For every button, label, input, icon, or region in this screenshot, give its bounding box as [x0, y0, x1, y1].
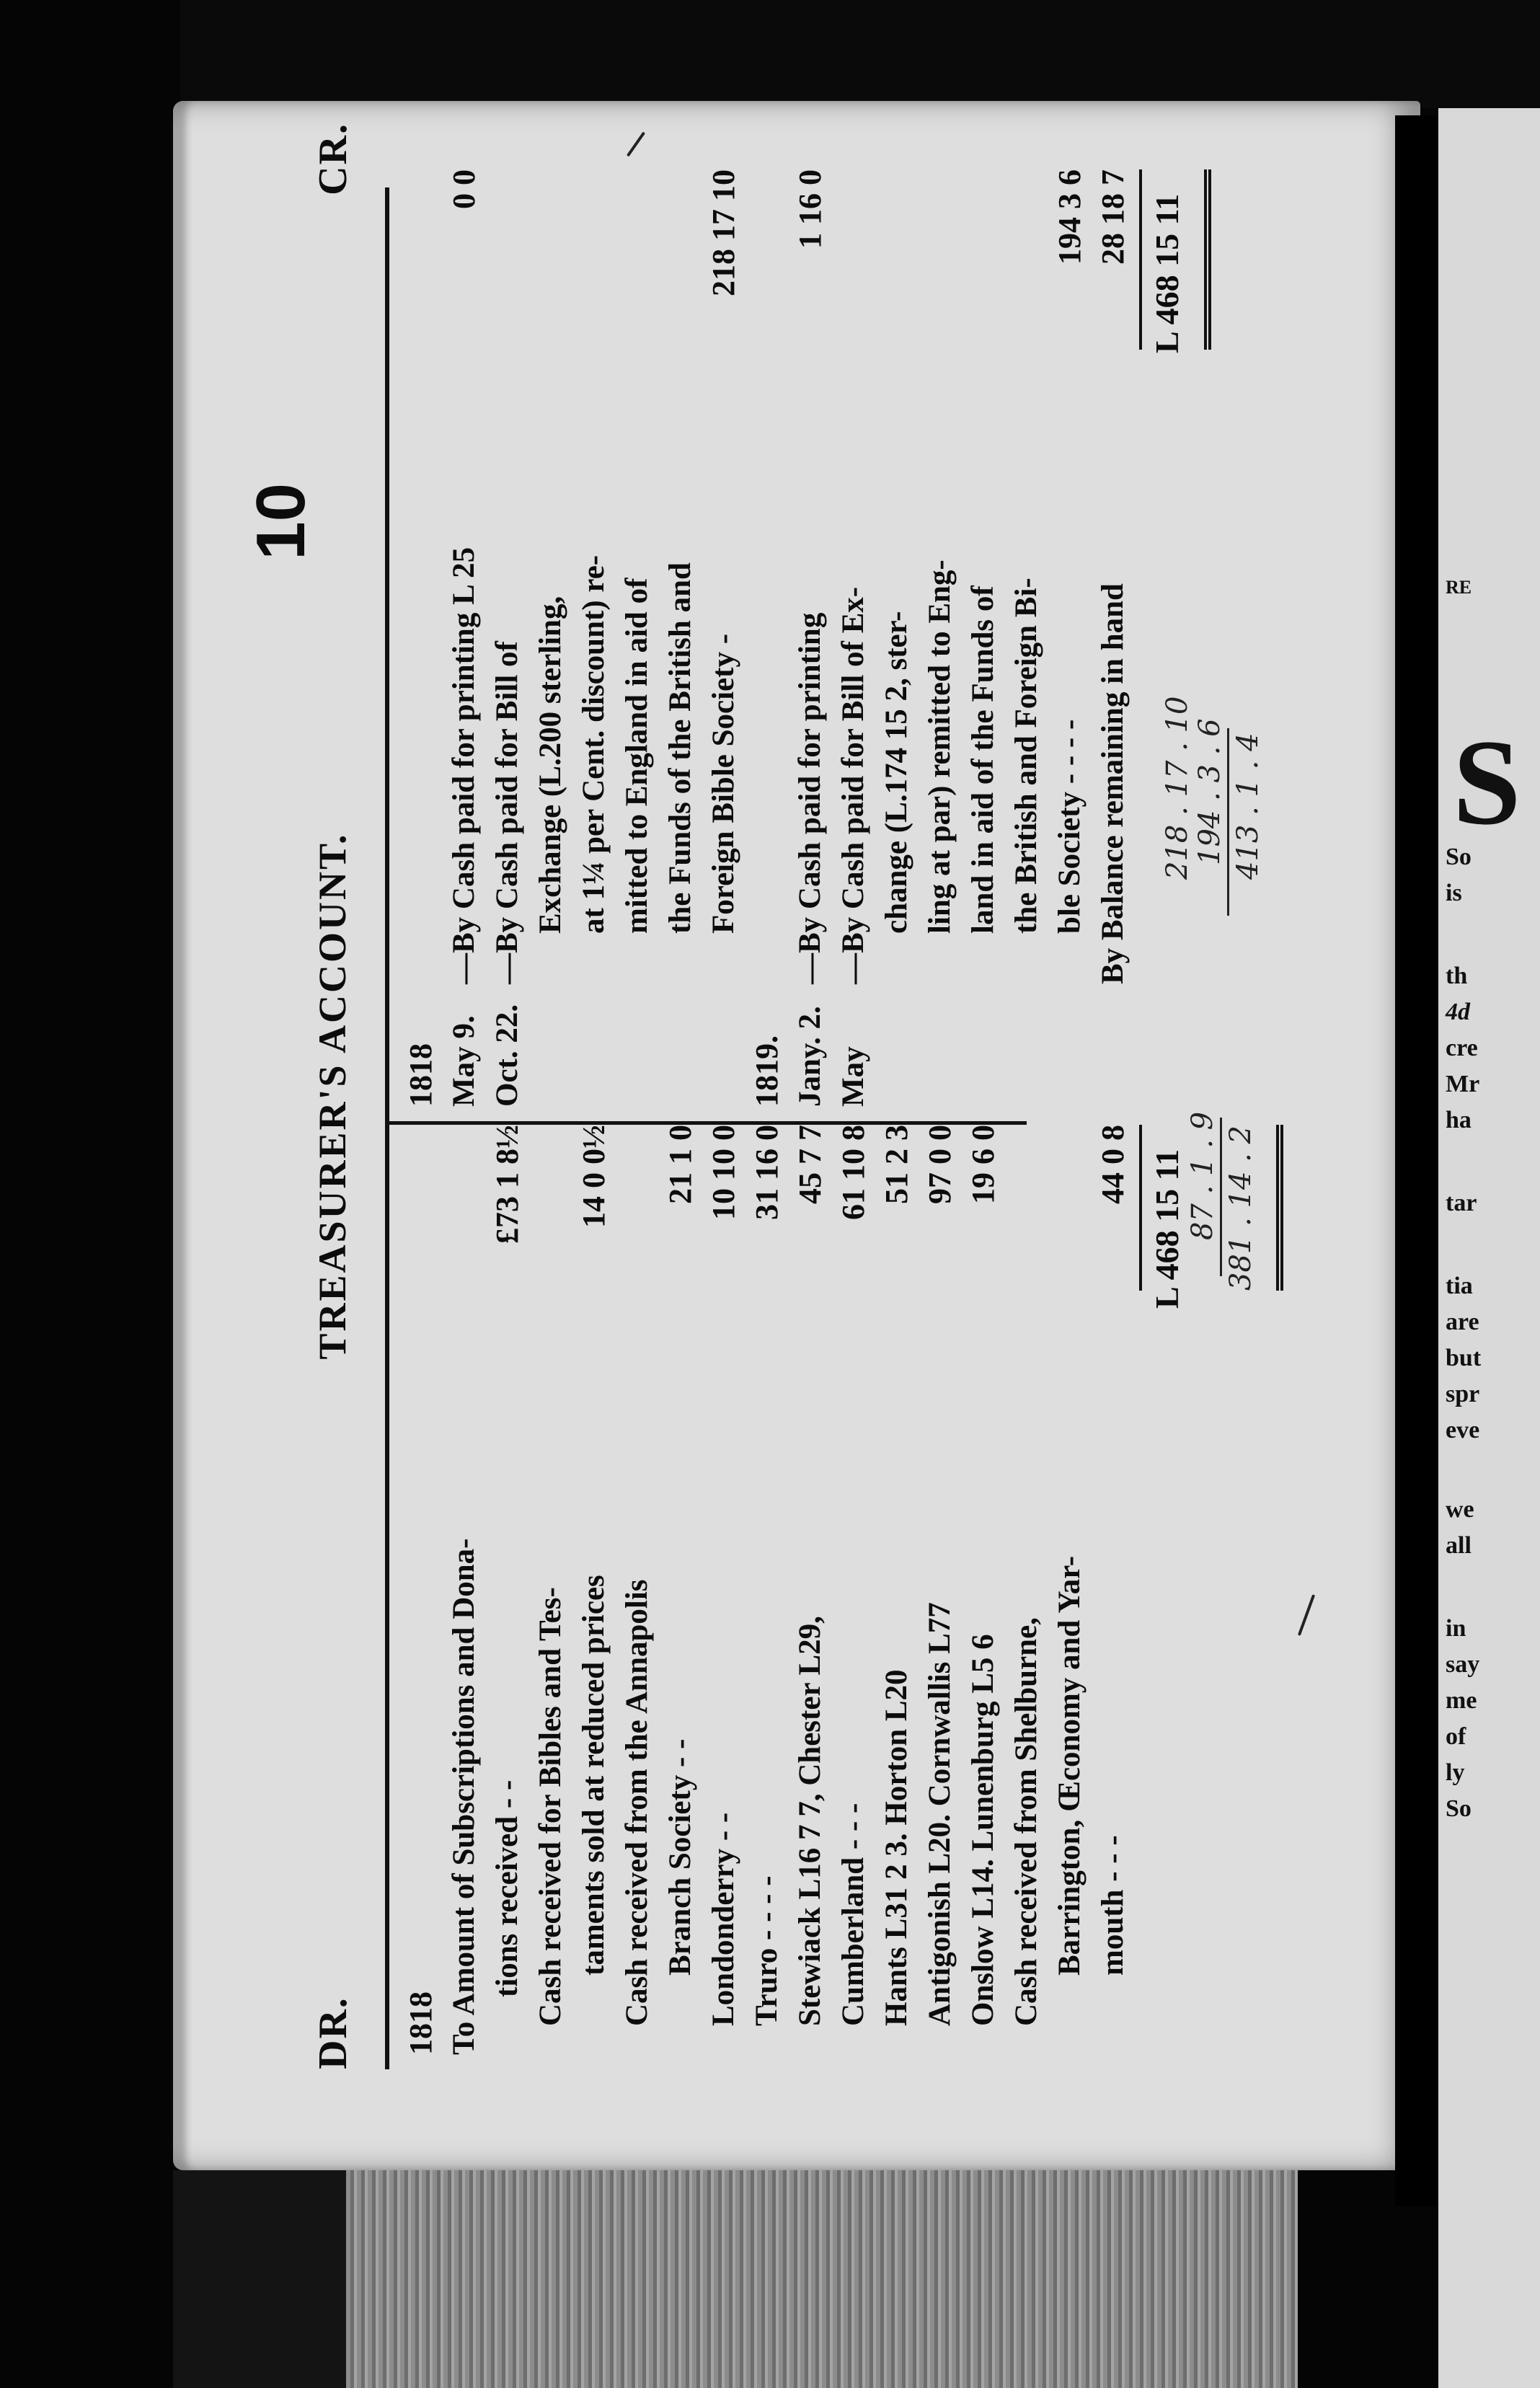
- ledger-line: [745, 1125, 789, 2055]
- ledger-line-date: Oct. 22.: [490, 1004, 524, 1107]
- ledger-line-amount: 19 6 0: [965, 1125, 1001, 1204]
- credit-total: L 468 15 11: [1149, 193, 1185, 353]
- facing-fragment: ha: [1446, 1107, 1472, 1133]
- facing-fragment: cre: [1446, 1035, 1478, 1061]
- ledger-line-text: the British and Foreign Bi-: [1009, 578, 1043, 934]
- ledger-line: [702, 1125, 745, 2055]
- facing-fragment: but: [1446, 1345, 1482, 1371]
- page-number: 10: [242, 483, 319, 560]
- page-stack-edges: [346, 2170, 1298, 2388]
- ledger-line-date: May 9.: [447, 1015, 481, 1107]
- ledger-line-amount: 10 10 0: [706, 1125, 741, 1220]
- facing-page: [1438, 108, 1540, 2388]
- book-edge: [180, 0, 1540, 108]
- ledger-line-text: By Balance remaining in hand: [1096, 583, 1130, 984]
- facing-fragment: spr: [1446, 1381, 1480, 1407]
- ledger-line-text: mitted to England in aid of: [620, 578, 654, 934]
- header-rule: [385, 187, 389, 2069]
- handwritten-debit-subtraction: 87 . 1 . 9: [1186, 1111, 1219, 1240]
- ledger-line-date: 1818: [403, 1043, 438, 1107]
- ledger-line-amount: 28 18 7: [1095, 169, 1130, 265]
- ledger-line-amount: 0 0: [446, 169, 482, 209]
- ledger-line: [443, 169, 486, 1107]
- ledger-line-text: —By Cash paid for printing: [793, 612, 827, 984]
- ledger-line-text: —By Cash paid for Bill of: [490, 641, 524, 984]
- ledger-line: [962, 169, 1005, 1107]
- ledger-line-amount: 61 10 8: [836, 1125, 871, 1220]
- ledger-line: [789, 169, 832, 1107]
- ledger-line-text: tions received - -: [490, 1779, 524, 1997]
- ledger-line-text: ling at par) remitted to Eng-: [923, 560, 957, 934]
- ledger-line: [1048, 169, 1092, 1107]
- facing-fragment: me: [1446, 1687, 1477, 1714]
- ledger-line: [1005, 169, 1048, 1107]
- page-stack-shadow: [173, 2170, 346, 2388]
- ledger-line-text: the Funds of the British and: [663, 562, 697, 934]
- ledger-line: [572, 1125, 616, 2055]
- ledger-line-amount: 1 16 0: [792, 169, 828, 249]
- ledger-line-text: Londonderry - -: [707, 1812, 740, 2026]
- ledger-line-text: To Amount of Subscriptions and Dona-: [447, 1538, 481, 2055]
- ledger-line: [1092, 169, 1135, 1107]
- handwritten-debit-result: 381 . 14 . 2: [1224, 1126, 1257, 1291]
- ledger-line-text: land in aid of the Funds of: [966, 585, 1000, 934]
- ledger-line-date: May: [836, 1046, 870, 1107]
- ledger-line-text: at 1¼ per Cent. discount) re-: [577, 554, 611, 934]
- treasurers-account-page: [242, 123, 1341, 2069]
- ledger-line-text: Hants L31 2 3. Horton L20: [880, 1669, 913, 2026]
- ledger-line-text: Branch Society - -: [663, 1738, 697, 1976]
- ledger-line: [659, 1125, 702, 2055]
- facing-fragment: So: [1446, 1795, 1472, 1822]
- ledger-line: [443, 1132, 486, 2055]
- handwritten-credit-sum: 413 . 1 . 4: [1231, 733, 1265, 880]
- handwritten-credit-item: 194 . 3 . 6: [1193, 718, 1226, 865]
- ledger-line: [875, 1125, 919, 2055]
- ledger-line: [399, 169, 443, 1107]
- ledger-line-amount: £73 1 8½: [490, 1125, 525, 1244]
- ledger-line-text: Barrington, Œconomy and Yar-: [1053, 1555, 1087, 1976]
- credit-total-double-rule: [1204, 169, 1211, 350]
- ledger-line: [399, 1132, 443, 2055]
- facing-fragment: th: [1446, 963, 1468, 989]
- ledger-line: [789, 1125, 832, 2055]
- ledger-line-text: Truro - - - -: [750, 1875, 784, 2026]
- ledger-line-text: ble Society - - - -: [1053, 719, 1087, 934]
- ledger-line: [572, 169, 616, 1107]
- ledger-line-date: Jany. 2.: [793, 1006, 827, 1107]
- ledger-line-amount: 44 0 8: [1095, 1125, 1130, 1204]
- ledger-line: [919, 1125, 962, 2055]
- ledger-line: [962, 1125, 1005, 2055]
- page-title: TREASURER'S ACCOUNT.: [311, 832, 354, 1360]
- ledger-line-text: 1818: [403, 1991, 438, 2055]
- credit-column: [399, 169, 1135, 1107]
- ledger-line-text: Foreign Bible Society -: [707, 633, 740, 934]
- facing-fragment: in: [1446, 1615, 1466, 1642]
- facing-fragment: are: [1446, 1309, 1479, 1335]
- facing-fragment: tar: [1446, 1190, 1477, 1216]
- ledger-line-text: Cash received from Shelburne,: [1009, 1617, 1043, 2026]
- ledger-line: [1092, 1125, 1135, 2055]
- facing-fragment: we: [1446, 1496, 1474, 1523]
- facing-fragment: 4d: [1446, 999, 1470, 1025]
- facing-fragment: all: [1446, 1532, 1472, 1559]
- ledger-line-text: change (L.174 15 2, ster-: [880, 611, 913, 934]
- ledger-line-text: —By Cash paid for Bill of Ex-: [836, 586, 870, 984]
- ledger-line-text: Antigonish L20. Cornwallis L77: [923, 1602, 957, 2026]
- ledger-line: [1005, 1132, 1048, 2055]
- ledger-line-text: Stewiack L16 7 7, Chester L29,: [793, 1616, 827, 2026]
- ledger-line: [529, 1132, 572, 2055]
- ledger-line: [616, 169, 659, 1107]
- ledger-line-amount: 21 1 0: [663, 1125, 698, 1204]
- book-gutter: [1395, 115, 1438, 2206]
- handwritten-credit-item: 218 . 17 . 10: [1161, 696, 1194, 880]
- ledger-line: [702, 169, 745, 1107]
- ledger-line-text: —By Cash paid for printing L 25: [447, 547, 481, 984]
- ledger-line: [745, 169, 789, 1107]
- ledger-line: [659, 169, 702, 1107]
- ledger-line: [529, 169, 572, 1107]
- ledger-line-amount: 51 2 3: [879, 1125, 914, 1204]
- handwritten-rule: [1227, 728, 1229, 916]
- ledger-line-amount: 45 7 7: [792, 1125, 828, 1204]
- ledger-line-text: mouth - - -: [1096, 1835, 1130, 1976]
- facing-fragment: RE: [1446, 577, 1472, 598]
- ledger-line-text: Exchange (L.200 sterling,: [534, 596, 567, 934]
- ledger-line: [832, 1125, 875, 2055]
- ledger-line-text: Onslow L14. Lunenburg L5 6: [966, 1634, 1000, 2026]
- debit-column: [399, 1125, 1135, 2055]
- ledger-line: [832, 169, 875, 1107]
- ledger-line: [616, 1132, 659, 2055]
- facing-fragment: tia: [1446, 1273, 1473, 1299]
- ledger-line: [486, 169, 529, 1107]
- debit-total: L 468 15 11: [1149, 1149, 1185, 1309]
- ledger-line-text: taments sold at reduced prices: [577, 1575, 611, 1976]
- facing-fragment: So: [1446, 844, 1472, 870]
- credit-label: CR.: [311, 123, 355, 195]
- ledger-line-text: Cumberland - - -: [836, 1803, 870, 2026]
- debit-total-double-rule: [1276, 1125, 1283, 1291]
- ledger-line-amount: 97 0 0: [922, 1125, 957, 1204]
- ledger-line: [1048, 1132, 1092, 2055]
- ledger-line-amount: 31 16 0: [749, 1125, 784, 1220]
- facing-fragment: ly: [1446, 1759, 1465, 1786]
- ledger-line-date: 1819.: [749, 1035, 784, 1107]
- facing-fragment: is: [1446, 880, 1462, 906]
- ledger-line: [875, 169, 919, 1107]
- ledger-line-text: Cash received from the Annapolis: [620, 1579, 654, 2026]
- debit-label: DR.: [311, 1996, 355, 2069]
- ledger-line: [919, 169, 962, 1107]
- debit-total-rule: [1139, 1125, 1142, 1291]
- ledger-line-amount: 194 3 6: [1052, 169, 1087, 265]
- facing-fragment: eve: [1446, 1417, 1480, 1443]
- handwritten-rule: [1220, 1118, 1222, 1276]
- credit-total-rule: [1139, 169, 1142, 350]
- drop-cap-s: S: [1453, 715, 1521, 850]
- ledger-line: [486, 1125, 529, 2055]
- facing-fragment: of: [1446, 1723, 1466, 1750]
- ledger-line-amount: 14 0 0½: [576, 1125, 611, 1228]
- facing-fragment: Mr: [1446, 1071, 1480, 1097]
- facing-fragment: say: [1446, 1651, 1480, 1678]
- ledger-line-amount: 218 17 10: [706, 169, 741, 296]
- ledger-line-text: Cash received for Bibles and Tes-: [534, 1587, 567, 2026]
